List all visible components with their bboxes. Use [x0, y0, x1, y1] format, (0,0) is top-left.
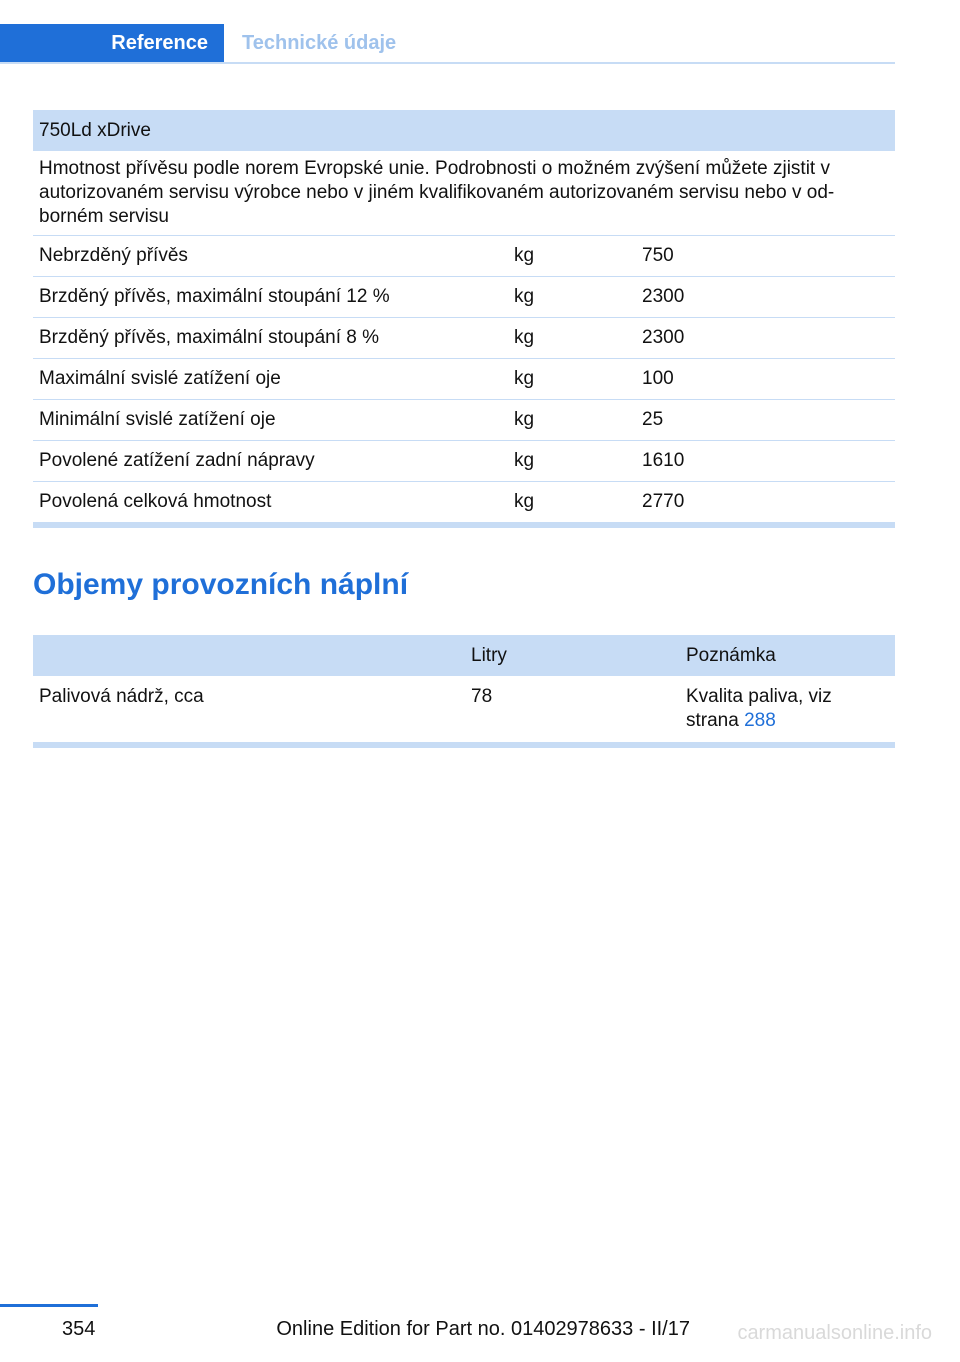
header-empty-cell: [33, 635, 465, 675]
row-value: 2300: [642, 327, 685, 348]
row-label: Povolená celková hmotnost: [39, 491, 272, 512]
table-row: [33, 676, 895, 743]
row-label: Maximální svislé zatížení oje: [39, 368, 281, 389]
row-unit: kg: [514, 368, 535, 389]
row-unit: kg: [514, 245, 535, 266]
table-end-rule: [33, 743, 895, 748]
table-row: [33, 482, 895, 523]
table-header-row: [33, 110, 895, 151]
row-liters: 78: [471, 686, 493, 707]
table-row: [33, 400, 895, 441]
table-row: [33, 277, 895, 318]
row-value: 2300: [642, 286, 685, 307]
row-label: Brzděný přívěs, maximální stoupání 8 %: [39, 327, 380, 348]
footer-rule: [0, 1304, 98, 1307]
table-note: Hmotnost přívěsu podle norem Evropské unie. Podrobnosti o možném zvýšení můžete zjistit v autorizovaném servisu výrobce nebo v jiném kvalifikovaném autorizovaném servisu nebo v odborném servisu: [39, 158, 835, 227]
model-name: 750Ld xDrive: [39, 120, 151, 141]
row-label: Minimální svislé zatížení oje: [39, 409, 276, 430]
table-note-row: [33, 151, 895, 236]
table-row: [33, 359, 895, 400]
fluids-table: [33, 635, 895, 748]
note-text: Kvalita paliva, viz strana: [686, 686, 832, 731]
row-label: Brzděný přívěs, maximální stoupání 12 %: [39, 286, 390, 307]
header-liters: Litry: [471, 645, 507, 666]
tab-technical-data[interactable]: Technické údaje: [242, 31, 397, 54]
row-label: Povolené zatížení zadní nápravy: [39, 450, 315, 471]
page-link[interactable]: 288: [744, 710, 776, 731]
table-header-row: [33, 635, 895, 676]
header-tabs: [0, 24, 895, 64]
row-value: 100: [642, 368, 674, 389]
row-note: [680, 676, 895, 742]
section-title: Objemy provozních náplní: [33, 568, 409, 601]
row-value: 2770: [642, 491, 685, 512]
row-unit: kg: [514, 286, 535, 307]
page-number: 354: [62, 1318, 96, 1340]
table-row: [33, 318, 895, 359]
row-unit: kg: [514, 409, 535, 430]
row-unit: kg: [514, 450, 535, 471]
row-label: Nebrzděný přívěs: [39, 245, 188, 266]
row-value: 1610: [642, 450, 685, 471]
watermark: carmanualsonline.info: [737, 1322, 932, 1344]
trailer-load-table: [33, 110, 895, 528]
row-label: Palivová nádrž, cca: [39, 686, 204, 707]
row-value: 25: [642, 409, 664, 430]
row-value: 750: [642, 245, 674, 266]
table-end-rule: [33, 523, 895, 528]
row-unit: kg: [514, 491, 535, 512]
edition-info: Online Edition for Part no. 01402978633 - II/17: [276, 1318, 690, 1340]
row-unit: kg: [514, 327, 535, 348]
table-row: [33, 236, 895, 277]
table-row: [33, 441, 895, 482]
tab-reference[interactable]: Reference: [0, 24, 224, 62]
header-note: Poznámka: [686, 645, 776, 666]
